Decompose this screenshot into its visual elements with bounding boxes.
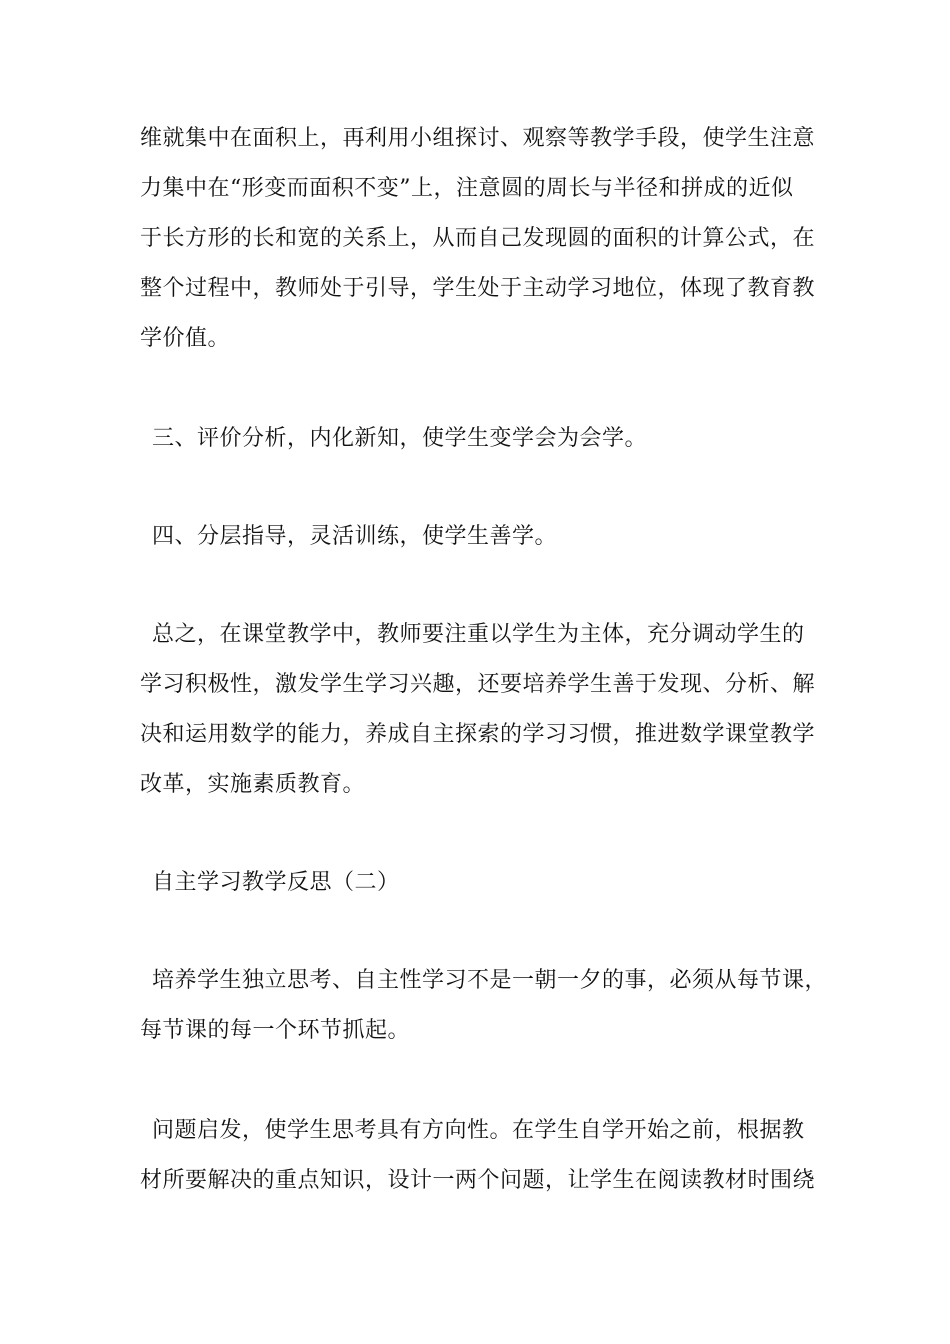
section-title: 自主学习教学反思（二）: [152, 870, 400, 895]
text-line: 学价值。: [140, 326, 231, 351]
text-line: 整个过程中，教师处于引导，学生处于主动学习地位，体现了教育教: [140, 276, 816, 301]
text-line: 材所要解决的重点知识，设计一两个问题，让学生在阅读教材时围绕: [140, 1168, 816, 1193]
text-line: 改革，实施素质教育。: [140, 772, 366, 797]
text-line: 决和运用数学的能力，养成自主探索的学习习惯，推进数学课堂教学: [140, 722, 816, 747]
text-line: 于长方形的长和宽的关系上，从而自己发现圆的面积的计算公式，在: [140, 226, 816, 251]
text-line: 维就集中在面积上，再利用小组探讨、观察等教学手段，使学生注意: [140, 126, 816, 151]
text-line: 力集中在“形变而面积不变”上，注意圆的周长与半径和拼成的近似: [140, 176, 794, 201]
text-line: 总之，在课堂教学中，教师要注重以学生为主体，充分调动学生的: [152, 622, 805, 647]
text-line: 每节课的每一个环节抓起。: [140, 1018, 411, 1043]
text-line: 学习积极性，激发学生学习兴趣，还要培养学生善于发现、分析、解: [140, 672, 816, 697]
text-line: 问题启发，使学生思考具有方向性。在学生自学开始之前，根据教: [152, 1118, 805, 1143]
section-heading: 四、分层指导，灵活训练，使学生善学。: [152, 524, 558, 549]
text-line: 培养学生独立思考、自主性学习不是一朝一夕的事，必须从每节课，: [152, 968, 828, 993]
section-heading: 三、评价分析，内化新知，使学生变学会为会学。: [152, 426, 648, 451]
